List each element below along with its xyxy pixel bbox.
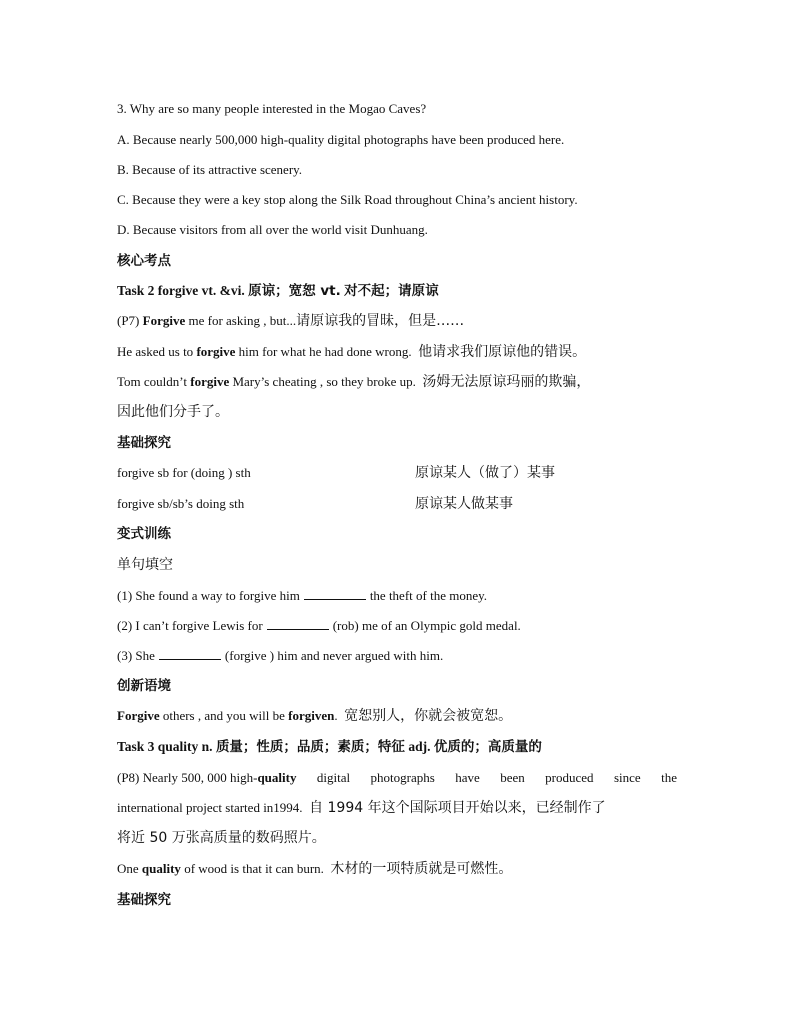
task2-example-3 [117, 372, 590, 392]
fill-item-2 [117, 616, 521, 636]
fill1-suffix: the theft of the money. [369, 588, 488, 603]
phrase-1-zh: 原谅某人（做了）某事 [415, 465, 555, 481]
question-3-stem: 3. Why are so many people interested in the Mogao Caves? [117, 101, 427, 116]
task3-ex2-text: of wood is that it can burn. [180, 861, 324, 876]
option-a: A. Because nearly 500,000 high-quality digital photographs have been produced here. [117, 132, 565, 147]
phrase-2-zh: 原谅某人做某事 [415, 496, 513, 512]
fill3-blank[interactable] [159, 647, 221, 660]
task3-example-1 [117, 768, 677, 788]
task3-ex1-line2-en: international project started in1994. [117, 800, 303, 815]
innovation-heading: 创新语境 [117, 678, 171, 694]
task3-title [117, 737, 542, 757]
word: have [455, 770, 480, 785]
fill-item-3 [117, 646, 443, 666]
word: digital [316, 770, 351, 785]
task3-example-2 [117, 859, 512, 879]
ex2-keyword: forgive [196, 344, 236, 359]
ex1-text: me for asking , but... [185, 313, 297, 328]
fill-heading: 单句填空 [117, 557, 173, 573]
ex1-keyword: Forgive [142, 313, 186, 328]
task3-ex1-translation: 自 1994 年这个国际项目开始以来，已经制作了 [309, 800, 606, 816]
task3-ex1-translation-cont: 将近 50 万张高质量的数码照片。 [117, 830, 326, 846]
fill2-prefix: (2) I can’t forgive Lewis for [117, 618, 263, 633]
word: produced [545, 770, 594, 785]
task2-title-zh2: 对不起；请原谅 [344, 283, 439, 299]
ex2-prefix: He asked us to [117, 344, 197, 359]
option-b: B. Because of its attractive scenery. [117, 162, 303, 177]
task3-title-adj: adj. [408, 739, 431, 754]
task2-example-2 [117, 342, 586, 362]
task2-title-en: Task 2 forgive vt. &vi. [117, 283, 245, 298]
task3-ex2-translation: 木材的一项特质就是可燃性。 [330, 861, 513, 877]
innovation-sentence [117, 706, 512, 726]
task3-title-en: Task 3 quality n. [117, 739, 213, 754]
word: photographs [370, 770, 435, 785]
ex2-translation: 他请求我们原谅他的错误。 [418, 344, 587, 360]
fill-item-1 [117, 586, 487, 606]
task3-example-1-line2 [117, 798, 606, 818]
option-c: C. Because they were a key stop along the Silk Road throughout China’s ancient history. [117, 192, 578, 207]
variant-heading: 变式训练 [117, 526, 171, 542]
word: been [500, 770, 525, 785]
fill1-prefix: (1) She found a way to forgive him [117, 588, 300, 603]
core-heading: 核心考点 [117, 253, 171, 269]
ex1-translation: 请原谅我的冒昧，但是…… [296, 313, 465, 329]
ex2-text: him for what he had done wrong. [235, 344, 412, 359]
task3-title-zh: 质量；性质；品质；素质；特征 [215, 739, 405, 755]
ex3-translation-cont: 因此他们分手了。 [117, 404, 229, 420]
task3-ex2-prefix: One [117, 861, 142, 876]
phrase-1-en: forgive sb for (doing ) sth [117, 465, 251, 480]
innov-keyword-1: Forgive [117, 708, 160, 723]
option-d: D. Because visitors from all over the world visit Dunhuang. [117, 222, 428, 237]
word: the [661, 770, 677, 785]
innov-translation: 宽恕别人，你就会被宽恕。 [344, 708, 513, 724]
phrase-2-en: forgive sb/sb’s doing sth [117, 496, 245, 511]
innov-period: . [334, 708, 338, 723]
ex3-prefix: Tom couldn’t [117, 374, 191, 389]
ex3-keyword: forgive [190, 374, 230, 389]
ex3-text: Mary’s cheating , so they broke up. [229, 374, 416, 389]
task3-basic-heading: 基础探究 [117, 892, 171, 908]
word: since [613, 770, 641, 785]
innov-keyword-2: forgiven [288, 708, 335, 723]
task3-ex1-prefix: (P8) Nearly 500, 000 high- [117, 770, 258, 785]
task2-example-1 [117, 311, 464, 331]
task3-ex1-start [117, 768, 296, 788]
task3-ex2-keyword: quality [141, 861, 181, 876]
task2-title [117, 281, 439, 301]
fill2-blank[interactable] [267, 617, 329, 630]
innov-text: others , and you will be [159, 708, 289, 723]
fill3-suffix: (forgive ) him and never argued with him. [224, 648, 444, 663]
ex1-prefix: (P7) [117, 313, 143, 328]
task3-title-zh2: 优质的；高质量的 [433, 739, 542, 755]
task2-title-zh: 原谅；宽恕 vt. [248, 283, 341, 299]
ex3-translation: 汤姆无法原谅玛丽的欺骗， [422, 374, 591, 390]
fill1-blank[interactable] [304, 587, 366, 600]
fill2-suffix: (rob) me of an Olympic gold medal. [332, 618, 521, 633]
fill3-prefix: (3) She [117, 648, 155, 663]
task3-ex1-keyword: quality [257, 770, 297, 785]
basic-heading: 基础探究 [117, 435, 171, 451]
